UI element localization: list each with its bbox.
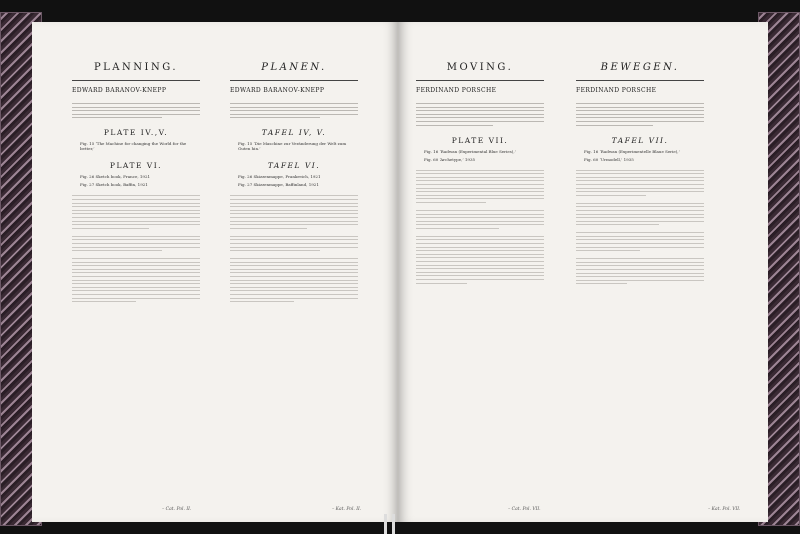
figure-caption: Fig. 15 ‘Die Maschine zur Veränderung der Welt zum Guten hin.’ xyxy=(238,141,347,152)
figure-caption: Fig. 60 ‘Urmodell,’ 1935 xyxy=(584,156,634,162)
figure-caption: Fig. 27 Sketch book, Baffin, 1921 xyxy=(80,182,148,188)
figure-caption: Fig. 60 ‘Archetype,’ 1935 xyxy=(424,156,476,162)
plate-heading: PLATE IV.,V. xyxy=(103,128,169,138)
section-title: BEWEGEN. xyxy=(600,62,680,73)
figure-caption: Fig. 26 Sketch book, France, 1921 xyxy=(80,174,151,180)
column-planen xyxy=(230,62,358,305)
figure-caption: Fig. 16 ‘Radwan (Experimentelle Blaue Serie),’ xyxy=(584,148,680,154)
plate-heading: TAFEL IV, V. xyxy=(261,128,327,138)
column-moving xyxy=(416,62,544,286)
left-page xyxy=(32,22,398,522)
section-title: PLANEN. xyxy=(261,62,327,73)
author-name: EDWARD BARANOV-KNEPP xyxy=(230,87,325,94)
column-planning xyxy=(72,62,200,305)
plate-heading: PLATE VII. xyxy=(451,135,509,145)
page-footer: – Cat. Pol. II. xyxy=(162,507,192,512)
column-bewegen xyxy=(576,62,704,287)
page-footer: – Kat. Pol. VII. xyxy=(708,507,741,512)
bookmark-ribbon xyxy=(392,514,395,534)
right-page xyxy=(398,22,768,522)
section-title: PLANNING. xyxy=(93,62,179,73)
figure-caption: Fig. 15 ‘The Machine for changing the World for the better,’ xyxy=(80,141,187,152)
plate-heading: TAFEL VII. xyxy=(611,135,669,145)
figure-caption: Fig. 16 ‘Radwan (Experimental Blue Series),’ xyxy=(424,148,516,154)
author-name: FERDINAND PORSCHE xyxy=(576,87,657,94)
page-footer: – Kat. Pol. II. xyxy=(332,507,362,512)
section-title: MOVING. xyxy=(446,62,514,73)
bookmark-ribbon xyxy=(384,514,387,534)
figure-caption: Fig. 26 Skizzenmappe, Frankreich, 1921 xyxy=(238,174,321,180)
author-name: EDWARD BARANOV-KNEPP xyxy=(72,87,167,94)
figure-caption: Fig. 27 Skizzenmappe, Baffinland, 1921 xyxy=(238,182,319,188)
author-name: FERDINAND PORSCHE xyxy=(416,87,497,94)
plate-heading: TAFEL VI. xyxy=(267,161,321,171)
page-footer: – Cat. Pol. VII. xyxy=(508,507,541,512)
plate-heading: PLATE VI. xyxy=(109,161,163,171)
